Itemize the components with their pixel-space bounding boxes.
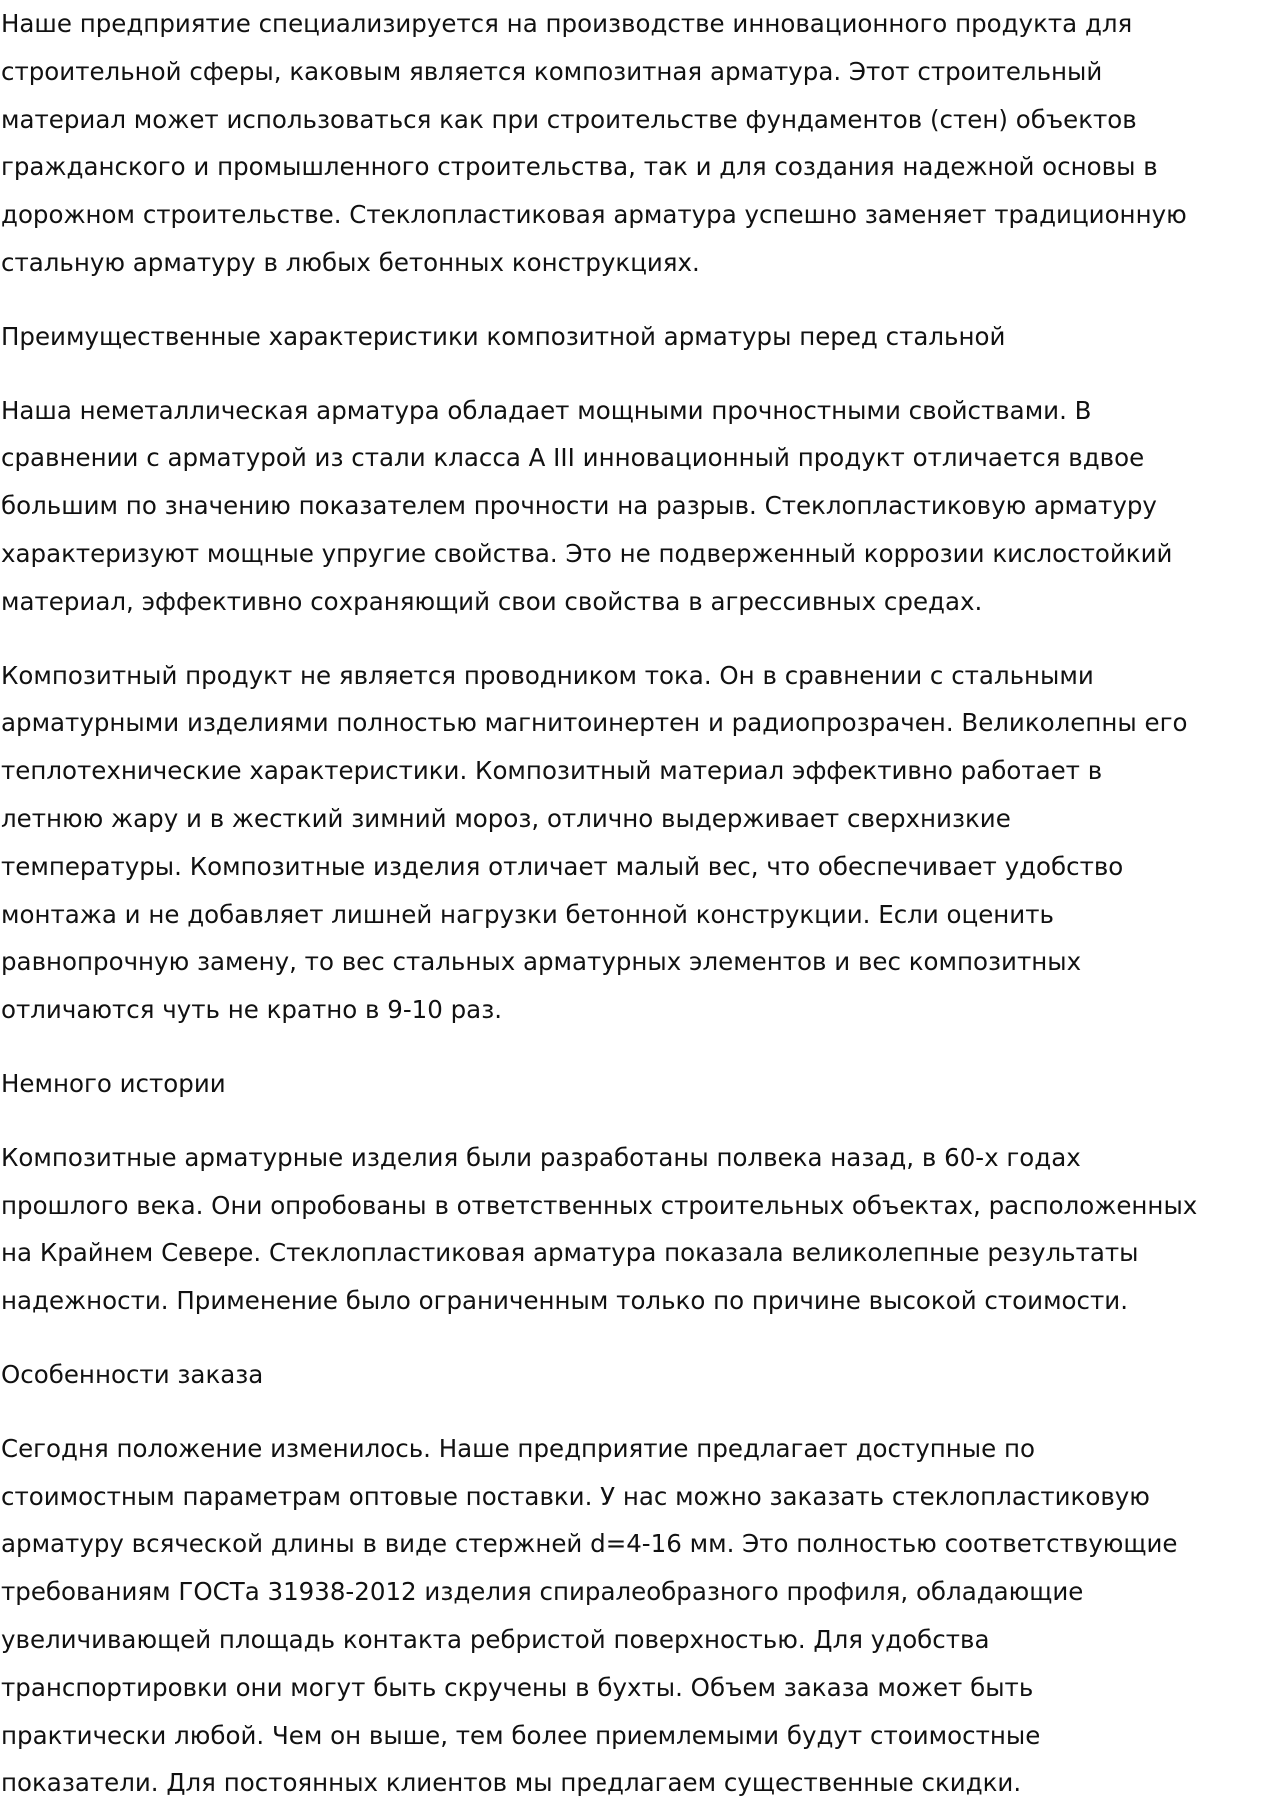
text-line: арматурными изделиями полностью магнитоинертен и радиопрозрачен. Великолепны его	[1, 708, 1188, 738]
text-line: дорожном строительстве. Стеклопластиковая арматура успешно заменяет традиционную	[1, 200, 1187, 230]
text-line: стоимостным параметрам оптовые поставки. У нас можно заказать стеклопластиковую	[1, 1481, 1150, 1511]
text-line: Наша неметаллическая арматура обладает мощными прочностными свойствами. В	[1, 395, 1092, 425]
text-line: арматуру всяческой длины в виде стержней d=4-16 мм. Это полностью соответствующие	[1, 1529, 1178, 1559]
text-line: теплотехнические характеристики. Композитный материал эффективно работает в	[1, 756, 1103, 786]
history-paragraph	[1, 1134, 1270, 1325]
text-line: показатели. Для постоянных клиентов мы предлагаем существенные скидки.	[1, 1768, 1022, 1798]
text-line: Композитный продукт не является проводником тока. Он в сравнении с стальными	[1, 660, 1094, 690]
properties-paragraph	[1, 652, 1270, 1034]
text-line: транспортировки они могут быть скручены в бухты. Объем заказа может быть	[1, 1672, 1034, 1702]
text-line: летнюю жару и в жесткий зимний мороз, отлично выдерживает сверхнизкие	[1, 803, 1011, 833]
text-line: сравнении с арматурой из стали класса А III инновационный продукт отличается вдвое	[1, 443, 1145, 473]
text-line: стальную арматуру в любых бетонных конструкциях.	[1, 247, 700, 277]
text-line: отличаются чуть не кратно в 9-10 раз.	[1, 995, 503, 1025]
text-line: температуры. Композитные изделия отличает малый вес, что обеспечивает удобство	[1, 851, 1124, 881]
section-heading-advantages	[1, 313, 1270, 361]
strength-paragraph	[1, 387, 1270, 626]
text-line: строительной сферы, каковым является композитная арматура. Этот строительный	[1, 56, 1103, 86]
heading-text: Немного истории	[1, 1068, 226, 1098]
text-line: практически любой. Чем он выше, тем более приемлемыми будут стоимостные	[1, 1720, 1041, 1750]
intro-paragraph	[1, 0, 1270, 287]
text-line: увеличивающей площадь контакта ребристой поверхностью. Для удобства	[1, 1624, 990, 1654]
text-line: монтажа и не добавляет лишней нагрузки бетонной конструкции. Если оценить	[1, 899, 1054, 929]
section-heading-history	[1, 1060, 1270, 1108]
text-line: гражданского и промышленного строительства, так и для создания надежной основы в	[1, 152, 1158, 182]
text-line: надежности. Применение было ограниченным только по причине высокой стоимости.	[1, 1286, 1128, 1316]
text-line: Сегодня положение изменилось. Наше предприятие предлагает доступные по	[1, 1433, 1035, 1463]
text-line: материал, эффективно сохраняющий свои свойства в агрессивных средах.	[1, 586, 983, 616]
text-line: прошлого века. Они опробованы в ответственных строительных объектах, расположенных	[1, 1190, 1198, 1220]
text-line: большим по значению показателем прочности на разрыв. Стеклопластиковую арматуру	[1, 491, 1157, 521]
text-line: на Крайнем Севере. Стеклопластиковая арматура показала великолепные результаты	[1, 1238, 1139, 1268]
text-line: Композитные арматурные изделия были разработаны полвека назад, в 60-х годах	[1, 1142, 1081, 1172]
text-line: требованиям ГОСТа 31938-2012 изделия спиралеобразного профиля, обладающие	[1, 1577, 1084, 1607]
heading-text: Особенности заказа	[1, 1359, 264, 1389]
ordering-paragraph	[1, 1425, 1270, 1807]
heading-text: Преимущественные характеристики композитной арматуры перед стальной	[1, 321, 1006, 351]
section-heading-ordering	[1, 1351, 1270, 1399]
text-line: равнопрочную замену, то вес стальных арматурных элементов и вес композитных	[1, 947, 1082, 977]
text-line: характеризуют мощные упругие свойства. Это не подверженный коррозии кислостойкий	[1, 538, 1173, 568]
text-line: Наше предприятие специализируется на производстве инновационного продукта для	[1, 9, 1133, 38]
text-line: материал может использоваться как при строительстве фундаментов (стен) объектов	[1, 104, 1137, 134]
